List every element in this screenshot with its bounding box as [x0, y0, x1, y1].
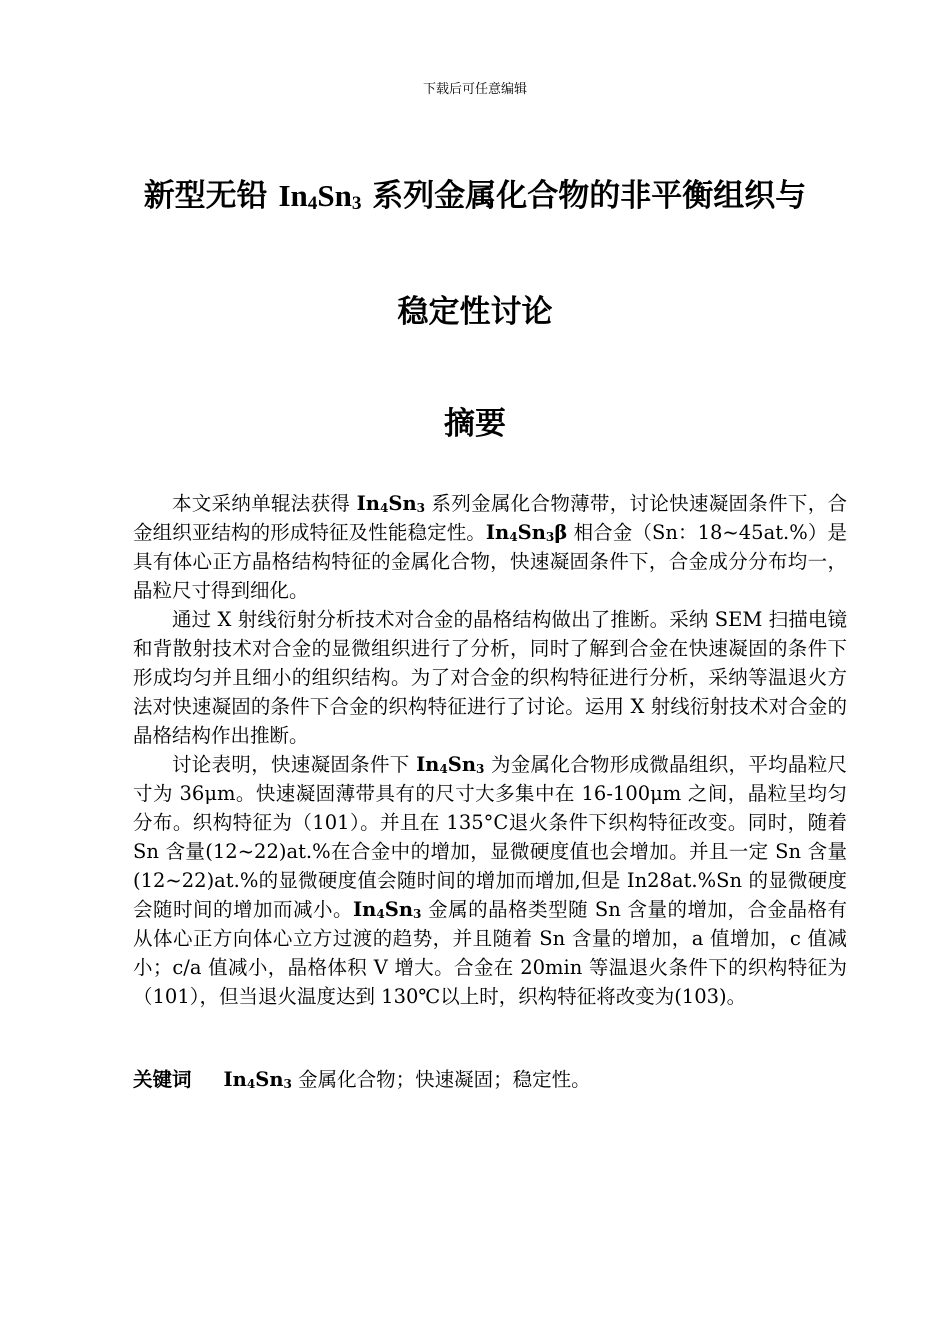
abstract-paragraph-3 — [133, 750, 847, 1011]
keywords-sn: Sn — [255, 1068, 284, 1091]
title-suffix: 系列金属化合物的非平衡组织与 — [361, 178, 807, 214]
title-line-2: 稳定性讨论 — [397, 294, 553, 330]
p1-sn: Sn — [388, 492, 417, 515]
p3-text-a: 讨论表明，快速凝固条件下 — [172, 753, 417, 776]
abstract-paragraph-2: 通过 X 射线衍射分析技术对合金的晶格结构做出了推断。采纳 SEM 扫描电镜和背散射技术对合金的显微组织进行了分析，同时了解到合金在快速凝固的条件下形成均匀并且细小的组织结构。为了对合金的织构特征进行分析，采纳等温退火方法对快速凝固的条件下合金的织构特征进行了讨论。运用 X 射线衍射技术对合金的晶格结构作出推断。 — [133, 608, 847, 747]
p3-text-g: 金属的晶格类型随 Sn 含量的增加，合金晶格有从体心正方向体心立方过渡的趋势，并且随着 Sn 含量的增加，a 值增加，c 值减小；c/a 值减小，晶格体积 V 增大。合金在 20min 等温退火条件下的织构特征为（101），但当退火温度达到 130℃以上时，织构特征将改变为(103)。 — [133, 898, 847, 1008]
keywords-label: 关键词 — [133, 1068, 192, 1091]
p1-in: In — [356, 492, 380, 515]
keywords-sn-sub: 3 — [283, 1076, 292, 1091]
p1-sn-2-sub: 3 — [545, 529, 555, 544]
title-in: In — [278, 178, 308, 213]
p1-beta: β — [554, 521, 568, 544]
p3-in: In — [416, 753, 440, 776]
p1-in-2: In — [485, 521, 510, 544]
p3-text-d: 为金属化合物形成微晶组织，平均晶粒尺寸为 36μm。快速凝固薄带具有的尺寸大多集中在 16-100μm 之间，晶粒呈均匀分布。织构特征为（101）。并且在 135°C退火条件下织构特征改变。同时，随着 Sn 含量(12~22)at.%在合金中的增加，显微硬度值也会增加。并且一定 Sn 含量(12~22)at.%的显微硬度值会随时间的增加而增加,但是 In28at.%Sn 的显微硬度会随时间的增加而减小。 — [133, 753, 847, 921]
keywords-in: In — [223, 1068, 247, 1091]
p3-in-sub: 4 — [439, 761, 448, 776]
p1-text-h: 相合金（Sn：18~45at.%）是具有体心正方晶格结构特征的金属化合物，快速凝固条件下，合金成分分布均一，晶粒尺寸得到细化。 — [133, 521, 847, 602]
p1-sn-sub: 3 — [416, 500, 426, 515]
p1-sn-2: Sn — [517, 521, 546, 544]
p3-sn-2: Sn — [384, 898, 414, 921]
p3-in-2: In — [353, 898, 377, 921]
abstract-heading: 摘要 — [444, 406, 506, 442]
abstract-paragraph-1 — [133, 489, 847, 605]
keywords-in-sub: 4 — [246, 1076, 256, 1091]
header-note: 下载后可任意编辑 — [422, 82, 527, 97]
title-sub-4: 4 — [307, 192, 318, 214]
title-sub-3: 3 — [351, 192, 362, 214]
p1-in-2-sub: 4 — [509, 529, 518, 544]
keywords-rest: 金属化合物；快速凝固；稳定性。 — [291, 1068, 591, 1091]
p1-text-d: 系列金属化合物薄带，讨论快速凝固条件下，合金组织亚结构的形成特征及性能稳定性。 — [133, 492, 847, 544]
p1-in-sub: 4 — [379, 500, 389, 515]
p3-sn-sub: 3 — [476, 761, 485, 776]
abstract-body — [133, 489, 847, 1011]
p3-sn: Sn — [447, 753, 477, 776]
p3-sn-2-sub: 3 — [413, 906, 422, 921]
keywords-line — [133, 1065, 847, 1094]
p3-in-2-sub: 4 — [376, 906, 385, 921]
title-prefix: 新型无铅 — [143, 178, 279, 214]
title-line-1 — [0, 170, 950, 215]
p1-text-a: 本文采纳单辊法获得 — [172, 492, 357, 515]
title-sn: Sn — [317, 178, 352, 213]
